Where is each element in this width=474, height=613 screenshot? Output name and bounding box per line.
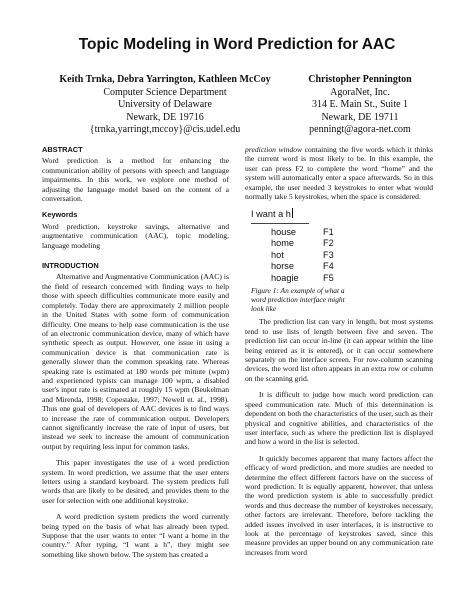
author-email: {trnka,yarringt,mccoy}@cis.udel.edu <box>89 124 241 136</box>
author-names: Christopher Pennington <box>308 74 412 85</box>
prediction-window-term: prediction window <box>245 145 303 154</box>
prediction-key: F5 <box>323 272 334 283</box>
typed-text: I want a h <box>251 209 291 220</box>
left-column <box>42 145 229 566</box>
prediction-key: F4 <box>323 261 334 272</box>
author-names: Keith Trnka, Debra Yarrington, Kathleen McCoy <box>59 74 271 85</box>
right-paragraph-text: containing the five words which it thinks the current word is most likely to be. In this example, the user can press F2 to complete the word “home” and the system will automatically enter a space afterwards. So in this example, the user needed 3 keystrokes to enter what would normally take 5 keystrokes, when the space is considered. <box>245 145 433 202</box>
intro-paragraph: Alternative and Augmentative Communication (AAC) is the field of research concerned with finding ways to help those with speech difficulties communicate more easily and completely. Today there are approximately 2 million people in the United States with some form of communication difficulty. One means to help ease communication is the use of an electronic communication device, many of which have synthetic speech as output. However, one issue in using a communication device is that communication rate is generally slower than the common speaking rate. Whereas speaking rate is estimated at 180 words per minute (wpm) and experienced typists can manage 100 wpm, a disabled user's input rate is estimated at roughly 15 wpm (Beukelman and Mirenda, 1998; Copestake, 1997; Newell et. al., 1998). Thus one goal of developers of AAC devices is to find ways to increase the rate of communication output. Developers cannot significantly increase the rate of input of users, but instead we seek to increase the amount of communication output by requiring less input for common tasks. <box>42 272 229 451</box>
prediction-key: F2 <box>323 238 334 249</box>
prediction-row <box>251 273 363 285</box>
right-paragraph <box>245 145 433 201</box>
author-affiliation-line: Newark, DE 19716 <box>126 111 204 123</box>
prediction-row <box>251 250 363 262</box>
keywords-text: Word prediction, keystroke savings, alternative and augmentative communication (AAC), topic modeling, language modeling <box>42 221 229 250</box>
prediction-key: F1 <box>323 226 334 237</box>
author-affiliation-line: Computer Science Department <box>103 86 227 98</box>
right-paragraph: It quickly becomes apparent that many factors affect the efficacy of word prediction, and more studies are needed to determine the effect different factors have on the success of word prediction. It is equally apparent, however, that unless the word prediction system is able to successfully predict words and thus decrease the number of keystrokes necessary, other factors are irrelevant. Therefore, before tackling the added issues involved in user interfaces, it is instructive to look at the percentage of keystrokes saved, since this measure provides an upper bound on any communication rate increases from word <box>245 453 433 557</box>
prediction-row <box>251 227 363 239</box>
prediction-key: F3 <box>323 249 334 260</box>
prediction-row <box>251 238 363 250</box>
prediction-interface-illustration <box>251 208 363 284</box>
introduction-heading: INTRODUCTION <box>42 261 99 271</box>
intro-paragraph: This paper investigates the use of a word prediction system. In word prediction, we assume that the user enters letters using a standard keyboard. The system predicts full words that are likely to be desired, and provides them to the user for selection with one additional keystroke. <box>42 458 229 505</box>
author-block-2 <box>280 74 440 137</box>
right-column <box>245 145 433 564</box>
prediction-word: hoagie <box>271 272 299 283</box>
prediction-word: horse <box>271 261 294 272</box>
prediction-word: hot <box>271 249 284 260</box>
author-affiliation-line: 314 E. Main St., Suite 1 <box>311 99 409 111</box>
figure-1 <box>251 208 363 313</box>
abstract-heading: ABSTRACT <box>42 145 83 154</box>
keywords-heading: Keywords <box>42 210 78 220</box>
prediction-word: house <box>271 226 297 237</box>
author-affiliation-line: Newark, DE 19711 <box>321 111 399 123</box>
author-affiliation-line: AgoraNet, Inc. <box>330 86 390 98</box>
author-block-1 <box>40 74 290 137</box>
abstract-text: Word prediction is a method for enhancing the communication ability of persons with speech and language impairments. In this work, we explore one method of adjusting the language model based on the content of a conversation. <box>42 156 229 204</box>
prediction-word: home <box>271 238 294 249</box>
right-paragraph: It is difficult to judge how much word prediction can speed communication rate. Much of this determination is dependent on both the characteristics of the user, such as their physical and cognitive abilities, and characteristics of the user interface, such as where the prediction list is displayed and how a word in the list is selected. <box>245 390 433 447</box>
author-affiliation-line: University of Delaware <box>118 99 212 111</box>
author-email: penningt@agora-net.com <box>309 124 411 136</box>
figure-caption: Figure 1: An example of what a word prediction interface might look like <box>251 286 345 314</box>
typed-text-line <box>251 208 309 224</box>
paper-title: Topic Modeling in Word Prediction for AAC <box>78 36 396 53</box>
right-paragraph: The prediction list can vary in length, but most systems tend to use lists of length between five and seven. The prediction list can occur in-line (it can appear within the line being entered as it is entered), or it can occur somewhere separately on the interface screen. For row-column scanning devices, the word list often appears in an extra row or column on the scanning grid. <box>245 317 433 383</box>
text-cursor-icon <box>292 208 293 218</box>
intro-paragraph: A word prediction system predicts the word currently being typed on the basis of what has already been typed. Suppose that the user wants to enter “I want a home in the country.” After typing, “I want a h”, they might see something like shown below. The system has created a <box>42 512 229 559</box>
prediction-row <box>251 261 363 273</box>
